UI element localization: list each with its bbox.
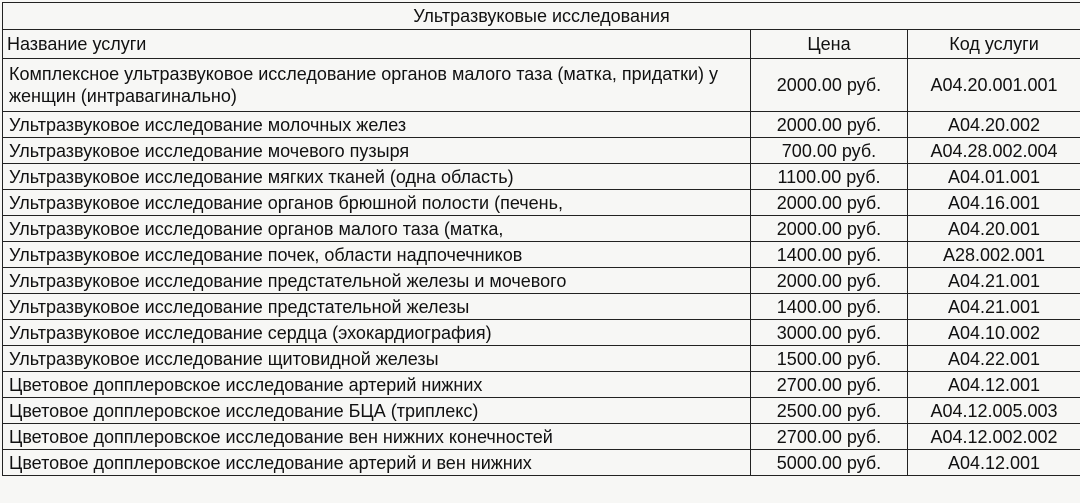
service-name: Цветовое допплеровское исследование артерий нижних: [3, 372, 751, 398]
service-name: Ультразвуковое исследование щитовидной железы: [3, 346, 751, 372]
service-name-cell: [3, 59, 751, 112]
service-name: Цветовое допплеровское исследование вен нижних конечностей: [3, 424, 751, 450]
table-row: [3, 346, 1080, 372]
table-row: [3, 424, 1080, 450]
service-name: Ультразвуковое исследование сердца (эхокардиография): [3, 320, 751, 346]
service-code: A28.002.001: [908, 242, 1080, 268]
table-row: [3, 320, 1080, 346]
service-price: 1400.00 руб.: [751, 242, 908, 268]
table-title-row: [3, 3, 1080, 30]
table-row: [3, 190, 1080, 216]
table-row: [3, 294, 1080, 320]
service-price: 700.00 руб.: [751, 138, 908, 164]
column-header-code: Код услуги: [908, 30, 1080, 59]
service-code: A04.12.005.003: [908, 398, 1080, 424]
service-name: Цветовое допплеровское исследование БЦА (триплекс): [3, 398, 751, 424]
service-price: 2000.00 руб.: [751, 268, 908, 294]
service-name: Ультразвуковое исследование органов брюшной полости (печень,: [3, 190, 751, 216]
table-row: [3, 112, 1080, 138]
service-code: A04.20.001.001: [908, 59, 1080, 112]
table-row: [3, 268, 1080, 294]
service-name: Комплексное ультразвуковое исследование органов малого таза (матка, придатки) у женщин (интравагинально): [9, 64, 718, 106]
service-price: 2700.00 руб.: [751, 372, 908, 398]
service-code: A04.12.001: [908, 372, 1080, 398]
service-name: Ультразвуковое исследование предстательной железы: [3, 294, 751, 320]
service-name: Ультразвуковое исследование органов малого таза (матка,: [3, 216, 751, 242]
service-code: A04.01.001: [908, 164, 1080, 190]
service-price: 1100.00 руб.: [751, 164, 908, 190]
service-code: A04.21.001: [908, 268, 1080, 294]
service-name: Цветовое допплеровское исследование артерий и вен нижних: [3, 450, 751, 476]
service-code: A04.10.002: [908, 320, 1080, 346]
service-name: Ультразвуковое исследование предстательной железы и мочевого: [3, 268, 751, 294]
service-price: 2000.00 руб.: [751, 190, 908, 216]
table-header-row: [3, 30, 1080, 59]
service-price: 3000.00 руб.: [751, 320, 908, 346]
service-code: A04.28.002.004: [908, 138, 1080, 164]
service-price: 1400.00 руб.: [751, 294, 908, 320]
service-code: A04.22.001: [908, 346, 1080, 372]
service-name: Ультразвуковое исследование почек, области надпочечников: [3, 242, 751, 268]
service-code: A04.16.001: [908, 190, 1080, 216]
service-code: A04.20.002: [908, 112, 1080, 138]
service-name: Ультразвуковое исследование мягких тканей (одна область): [3, 164, 751, 190]
table-row: [3, 216, 1080, 242]
service-name: Ультразвуковое исследование молочных желез: [3, 112, 751, 138]
service-price: 5000.00 руб.: [751, 450, 908, 476]
service-code: A04.20.001: [908, 216, 1080, 242]
service-price: 2000.00 руб.: [751, 216, 908, 242]
service-price: 1500.00 руб.: [751, 346, 908, 372]
column-header-price: Цена: [751, 30, 908, 59]
service-price: 2000.00 руб.: [751, 112, 908, 138]
service-code: A04.21.001: [908, 294, 1080, 320]
service-price: 2500.00 руб.: [751, 398, 908, 424]
table-row: [3, 138, 1080, 164]
table-title: Ультразвуковые исследования: [3, 3, 1080, 30]
table-row: [3, 164, 1080, 190]
table-row: [3, 242, 1080, 268]
price-table: [2, 2, 1080, 476]
table-row: [3, 59, 1080, 112]
service-code: A04.12.001: [908, 450, 1080, 476]
table-row: [3, 372, 1080, 398]
table-body: [3, 59, 1080, 476]
service-code: A04.12.002.002: [908, 424, 1080, 450]
service-name: Ультразвуковое исследование мочевого пузыря: [3, 138, 751, 164]
service-price: 2000.00 руб.: [751, 59, 908, 112]
column-header-name: Название услуги: [3, 30, 751, 59]
table-row: [3, 450, 1080, 476]
service-price: 2700.00 руб.: [751, 424, 908, 450]
table-row: [3, 398, 1080, 424]
